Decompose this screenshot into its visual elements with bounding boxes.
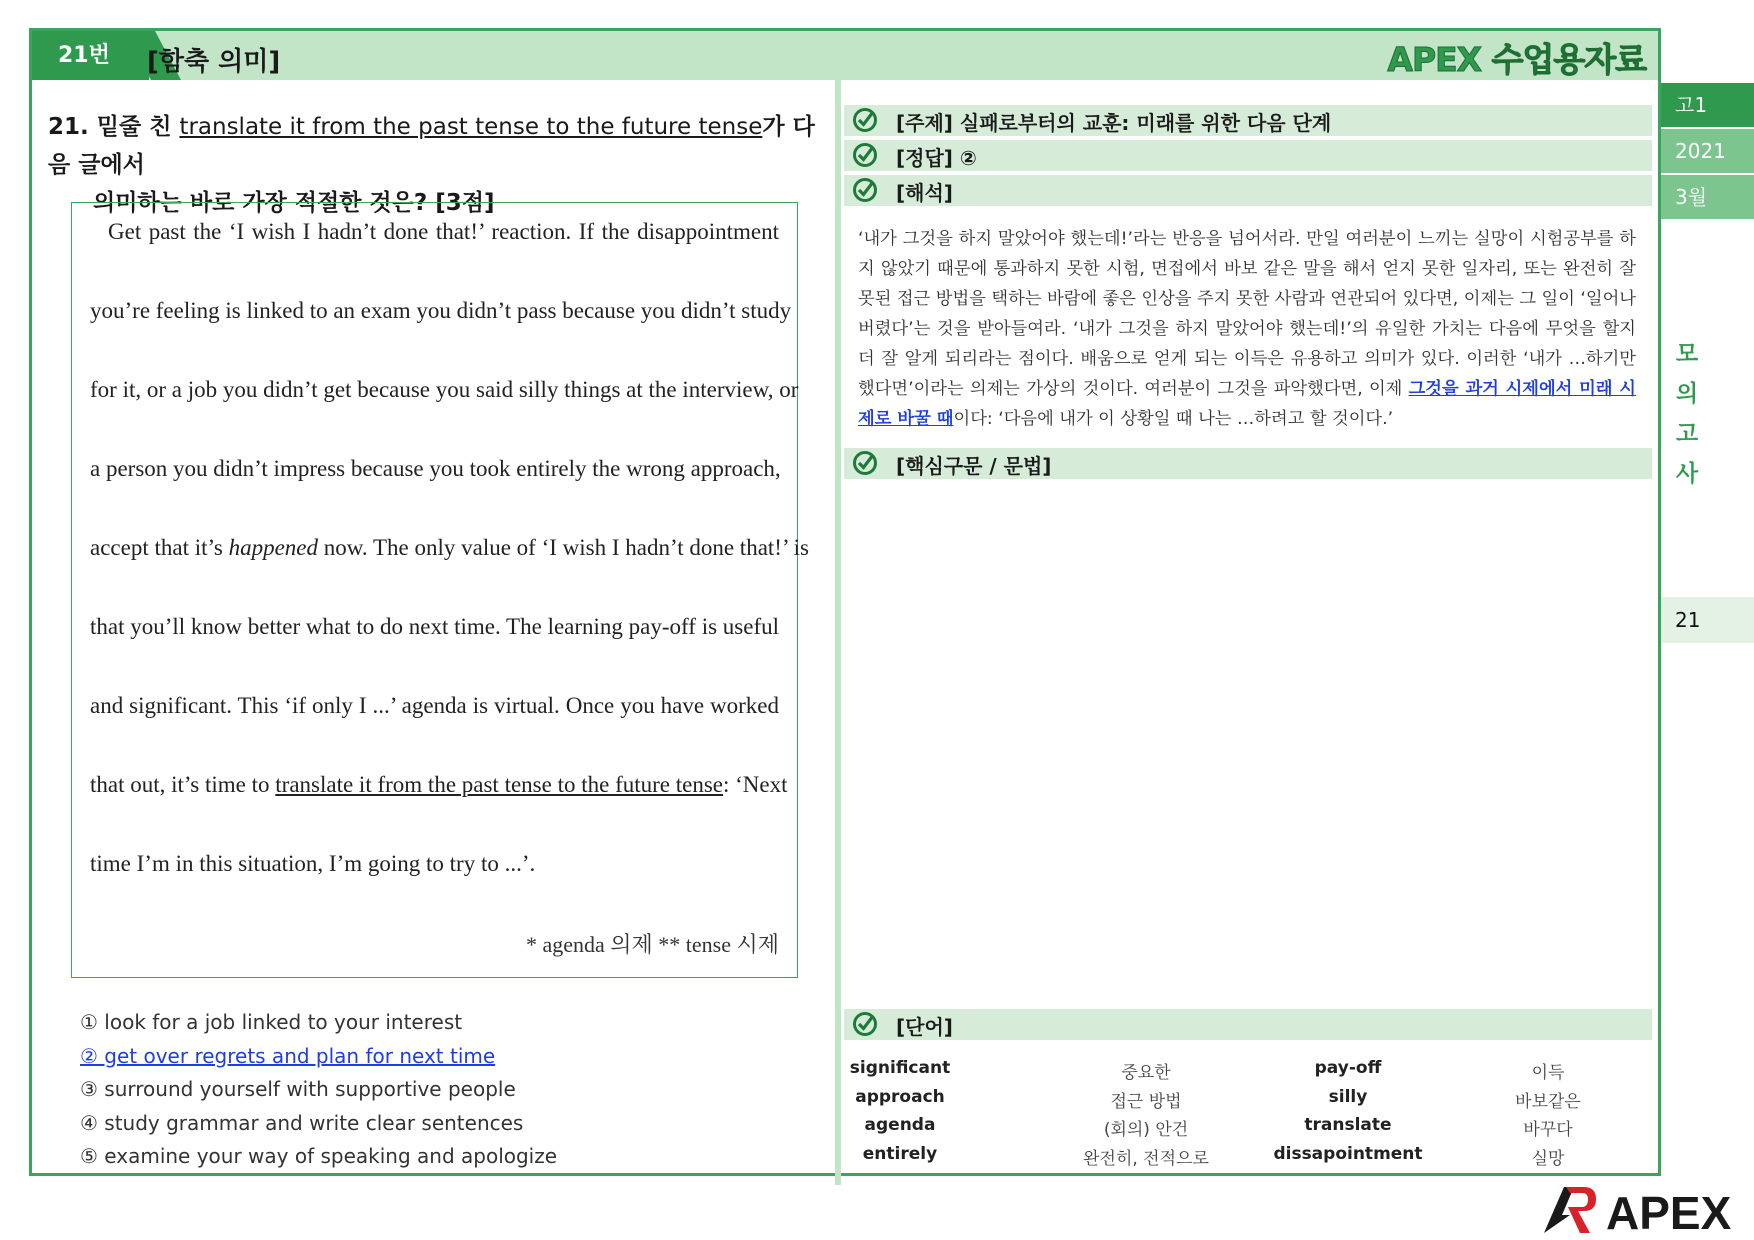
passage-line: that out, it’s time to translate it from the past tense to the future tense: ‘Next bbox=[90, 772, 788, 797]
choice-2-correct[interactable]: ② get over regrets and plan for next time bbox=[80, 1043, 496, 1068]
grammar-label: [핵심구문 / 문법] bbox=[896, 454, 1052, 478]
choice-3[interactable]: ③ surround yourself with supportive people bbox=[80, 1077, 516, 1101]
vocab-row: entirely 완전히, 전적으로 dissapointment 실망 bbox=[862, 1143, 1565, 1169]
column-divider bbox=[835, 80, 841, 1185]
header-bar bbox=[29, 28, 1661, 80]
passage-line: Get past the ‘I wish I hadn’t done that!’ reaction. If the disappointment bbox=[108, 219, 779, 244]
passage-line: and significant. This ‘if only I ...’ agenda is virtual. Once you have worked bbox=[90, 693, 779, 718]
answer-label: [정답] ② bbox=[896, 146, 977, 170]
header-title: [함축 의미] bbox=[147, 47, 281, 77]
translation-label: [해석] bbox=[896, 181, 953, 205]
passage-line: time I’m in this situation, I’m going to try to ...’. bbox=[90, 851, 536, 876]
brand-logo-text: APEX 수업용자료 bbox=[1387, 40, 1646, 79]
vocab-table bbox=[849, 1058, 1650, 1172]
tab-grade[interactable]: 고1 bbox=[1661, 83, 1754, 127]
passage-line: a person you didn’t impress because you took entirely the wrong approach, bbox=[90, 456, 781, 481]
check-circle-icon bbox=[852, 107, 878, 133]
check-circle-icon bbox=[852, 142, 878, 168]
passage-box bbox=[71, 202, 810, 978]
passage-line: accept that it’s happened now. The only value of ‘I wish I hadn’t done that!’ is bbox=[90, 535, 810, 560]
tab-month[interactable]: 3월 bbox=[1661, 175, 1754, 219]
question-title: 21. 밑줄 친 translate it from the past tense to the future tense가 다음 글에서 의미하는 바로 가장 적절한 것은? [3점] bbox=[48, 114, 815, 216]
passage-footnote: * agenda 의제 ** tense 시제 bbox=[525, 932, 779, 957]
choice-5[interactable]: ⑤ examine your way of speaking and apologize bbox=[80, 1144, 558, 1168]
vocab-row: approach 접근 방법 silly 바보같은 bbox=[855, 1086, 1581, 1112]
apex-logo bbox=[1540, 1183, 1750, 1235]
translation-text: ‘내가 그것을 하지 말았어야 했는데!’라는 반응을 넘어서라. 만일 여러분이 느끼는 실망이 시험공부를 하지 않았기 때문에 통과하지 못한 시험, 면접에서 바보 같은 말을 해서 얻지 못한 일자리, 또는 완전히 잘못된 접근 방법을 택하는 바람에 좋은 인상을 주지 못한 사람과 연관되어 있다면, 이제는 그 일이 ‘일어나 버렸다’는 것을 받아들여라. ‘내가 그것을 하지 말았어야 했는데!’의 유일한 가치는 다음에 무엇을 할지 더 잘 알게 되리라는 점이다. 배움으로 얻게 되는 이득은 유용하고 의미가 있다. 이러한 ‘내가 …하기만 했다면’이라는 의제는 가상의 것이다. 여러분이 그것을 파악했다면, 이제 그것을 과거 시제에서 미래 시제로 바꿀 때이다: ‘다음에 내가 이 상황일 때 나는 …하려고 할 것이다.’ bbox=[858, 229, 1637, 429]
topic-label: [주제] 실패로부터의 교훈: 미래를 위한 다음 단계 bbox=[896, 111, 1332, 135]
choice-4[interactable]: ④ study grammar and write clear sentences bbox=[80, 1110, 524, 1135]
question-underlined-phrase: translate it from the past tense to the future tense bbox=[179, 114, 763, 140]
check-circle-icon bbox=[852, 177, 878, 203]
translation-highlight: 그것을 과거 시제에서 미래 시제로 바꿀 때 bbox=[858, 379, 1637, 429]
passage-underlined-phrase: translate it from the past tense to the future tense bbox=[275, 772, 723, 797]
vertical-label: 모 의 고 사 bbox=[1675, 341, 1699, 487]
question-number-badge: 21번 bbox=[32, 31, 149, 80]
check-circle-icon bbox=[852, 1011, 878, 1037]
choice-1[interactable]: ① look for a job linked to your interest bbox=[80, 1010, 463, 1034]
tab-year[interactable]: 2021 bbox=[1661, 129, 1754, 173]
translation-bar bbox=[844, 175, 1652, 206]
passage-line: that you’ll know better what to do next time. The learning pay-off is useful bbox=[90, 614, 779, 639]
vocab-row: agenda (회의) 안건 translate 바꾸다 bbox=[864, 1115, 1573, 1140]
passage-line: you’re feeling is linked to an exam you didn’t pass because you didn’t study bbox=[90, 298, 792, 323]
vocab-row: significant 중요한 pay-off 이득 bbox=[849, 1058, 1565, 1083]
grammar-bar bbox=[844, 448, 1652, 479]
tab-question-number[interactable]: 21 bbox=[1661, 597, 1754, 643]
check-circle-icon bbox=[852, 450, 878, 476]
vocab-bar bbox=[844, 1009, 1652, 1040]
passage-line: for it, or a job you didn’t get because you said silly things at the interview, or bbox=[90, 377, 799, 402]
answer-choices bbox=[80, 1006, 557, 1174]
answer-bar bbox=[844, 140, 1652, 171]
vocab-label: [단어] bbox=[896, 1015, 953, 1039]
topic-bar bbox=[844, 105, 1652, 136]
svg-text:APEX: APEX bbox=[1606, 1187, 1732, 1235]
